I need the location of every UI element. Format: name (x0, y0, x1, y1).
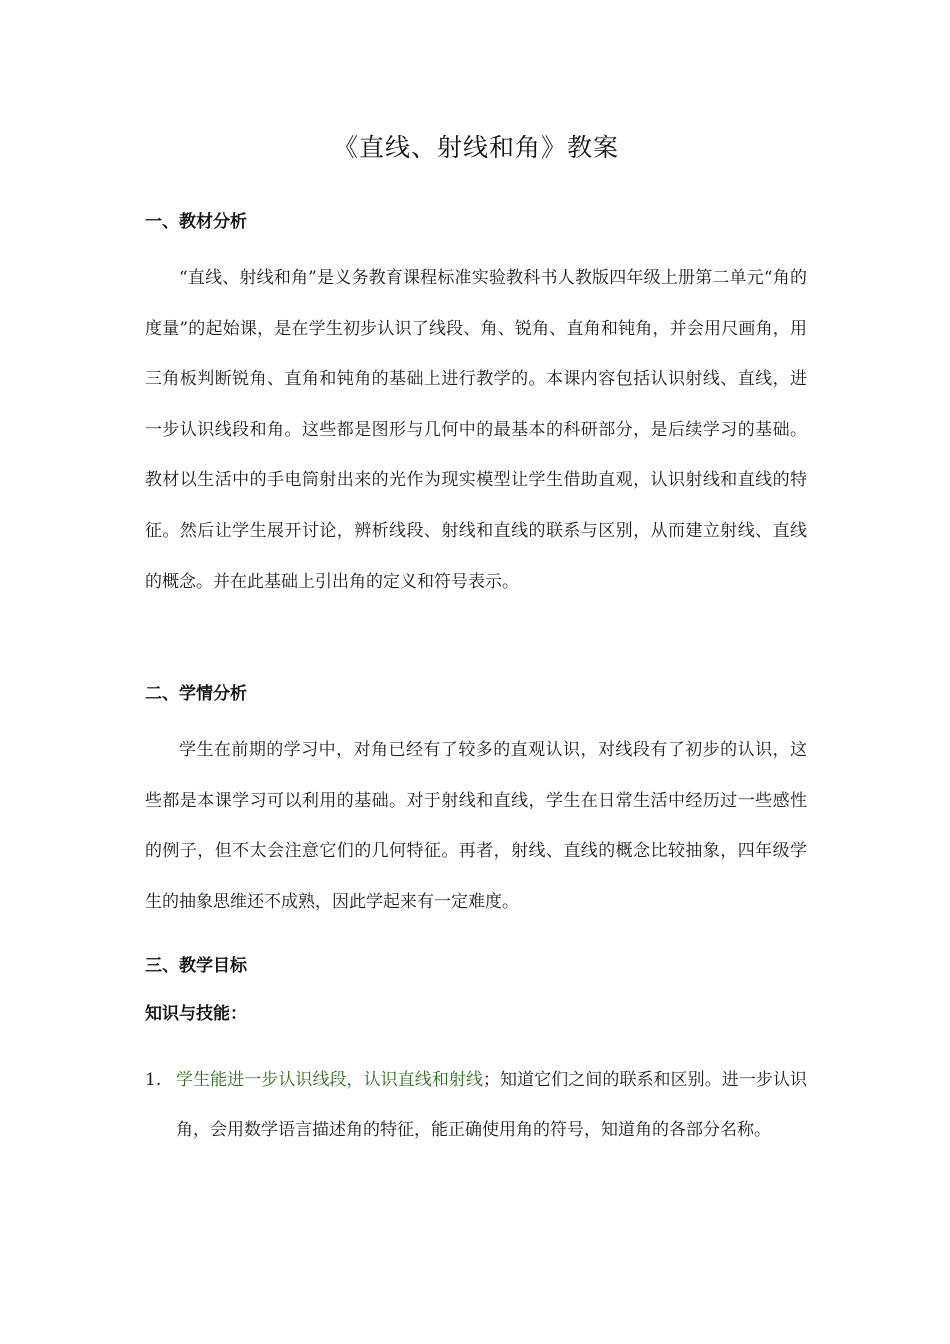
document-title: 《直线、射线和角》教案 (332, 133, 619, 162)
subheading-knowledge-skills: 知识与技能： (145, 1004, 247, 1024)
section-paragraph-textbook-analysis: “直线、射线和角”是义务教育课程标准实验教科书人教版四年级上册第二单元“角的度量”的起始课，是在学生初步认识了线段、角、锐角、直角和钝角，并会用尺画角，用三角板判断锐角、直角和钝角的基础上进行教学的。本课内容包括认识射线、直线，进一步认识线段和角。这些都是图形与几何中的最基本的科研部分，是后续学习的基础。教材以生活中的手电筒射出来的光作为现实模型让学生借助直观，认识射线和直线的特征。然后让学生展开讨论，辨析线段、射线和直线的联系与区别，从而建立射线、直线的概念。并在此基础上引出角的定义和符号表示。 (145, 268, 807, 592)
list-item-highlight-text: 学生能进一步认识线段，认识直线和射线 (176, 1070, 483, 1090)
section-heading-teaching-goals: 三、教学目标 (145, 956, 247, 976)
list-item-rest-text: ；知道它们之间的联系和区别。进一步认识角，会用数学语言描述角的特征，能正确使用角的符号，知道角的各部分名称。 (176, 1070, 807, 1140)
section-heading-textbook-analysis: 一、教材分析 (145, 212, 247, 232)
list-item-goal-1 (145, 1055, 807, 1155)
list-item-body (176, 1055, 807, 1155)
section-heading-student-analysis: 二、学情分析 (145, 684, 247, 704)
section-paragraph-student-analysis: 学生在前期的学习中，对角已经有了较多的直观认识，对线段有了初步的认识，这些都是本课学习可以利用的基础。对于射线和直线，学生在日常生活中经历过一些感性的例子，但不太会注意它们的几何特征。再者，射线、直线的概念比较抽象，四年级学生的抽象思维还不成熟，因此学起来有一定难度。 (145, 740, 807, 912)
list-item-number: 1. (145, 1070, 162, 1090)
